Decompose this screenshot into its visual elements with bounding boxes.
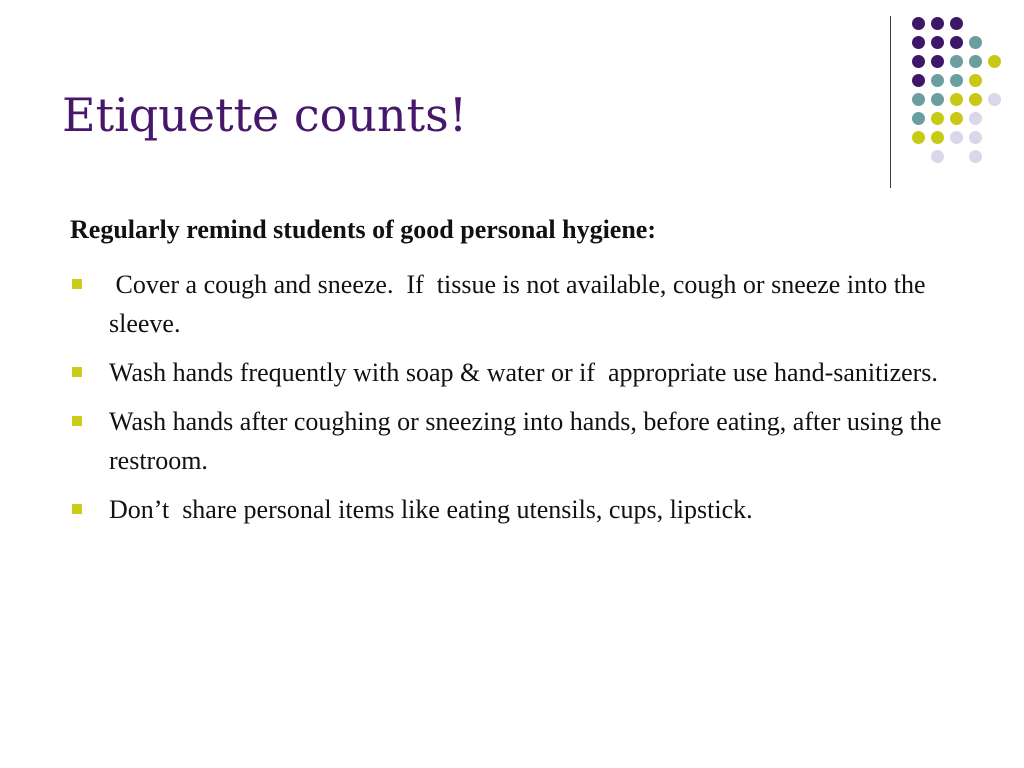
decor-dot [931, 112, 944, 125]
square-bullet-icon [72, 504, 82, 514]
bullet-item [70, 402, 980, 480]
bullet-list [70, 265, 980, 529]
decor-dot [931, 55, 944, 68]
bullet-item [70, 490, 980, 529]
decor-dot [969, 74, 982, 87]
intro-heading: Regularly remind students of good personal hygiene: [70, 215, 656, 244]
square-bullet-icon [72, 367, 82, 377]
decor-dot [931, 131, 944, 144]
bullet-text: Wash hands frequently with soap & water or if appropriate use hand-sanitizers. [109, 357, 938, 387]
bullet-text: Don’t share personal items like eating utensils, cups, lipstick. [109, 494, 753, 524]
decor-dot [988, 93, 1001, 106]
bullet-text: Wash hands after coughing or sneezing into hands, before eating, after using the restroom. [109, 406, 949, 475]
slide-body [70, 213, 980, 539]
decor-dot [969, 93, 982, 106]
decor-dot [912, 36, 925, 49]
decor-dot [950, 36, 963, 49]
decor-dot [969, 55, 982, 68]
bullet-item [70, 353, 980, 392]
decor-dot [988, 55, 1001, 68]
decor-dot [950, 131, 963, 144]
decor-dot [950, 112, 963, 125]
decor-dot [950, 74, 963, 87]
slide-title: Etiquette counts! [62, 88, 468, 142]
decor-dot [931, 36, 944, 49]
decor-dot [950, 93, 963, 106]
title-divider-line [890, 16, 891, 188]
decor-dot [912, 17, 925, 30]
decor-dot [912, 131, 925, 144]
decor-dot [950, 55, 963, 68]
decor-dot [931, 74, 944, 87]
square-bullet-icon [72, 416, 82, 426]
decor-dot [912, 55, 925, 68]
decor-dot [950, 17, 963, 30]
bullet-text: Cover a cough and sneeze. If tissue is not available, cough or sneeze into the sleeve. [109, 269, 933, 338]
decor-dot [969, 36, 982, 49]
square-bullet-icon [72, 279, 82, 289]
decor-dot [931, 17, 944, 30]
decor-dot [969, 131, 982, 144]
decor-dot [912, 112, 925, 125]
decor-dot [969, 112, 982, 125]
decor-dot [969, 150, 982, 163]
decor-dot [931, 93, 944, 106]
decor-dot [931, 150, 944, 163]
bullet-item [70, 265, 980, 343]
decor-dot [912, 93, 925, 106]
decor-dot [912, 74, 925, 87]
